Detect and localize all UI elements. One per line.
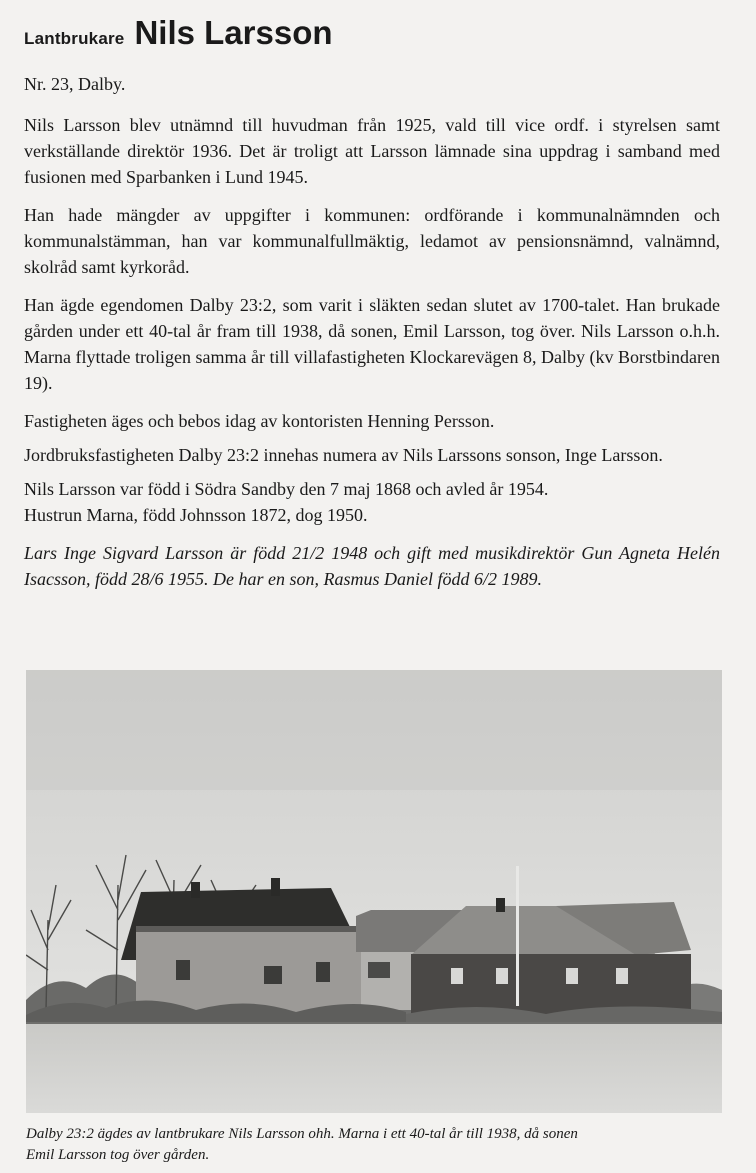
paragraph-2: Han hade mängder av uppgifter i kommunen: ordförande i kommunalnämnden och kommunalstämman, han var kommunalfullmäktig, ledamot av pensionsnämnd, valnämnd, skolråd samt kyrkoråd. <box>24 205 720 277</box>
paragraph-5: Jordbruksfastigheten Dalby 23:2 innehas numera av Nils Larssons sonson, Inge Larsson. <box>24 445 663 465</box>
header-role: Lantbrukare <box>24 29 125 48</box>
photo-caption <box>26 1124 736 1166</box>
address-line: Nr. 23, Dalby. <box>24 74 126 94</box>
paragraph-1: Nils Larsson blev utnämnd till huvudman från 1925, vald till vice ordf. i styrelsen samt verkställande direktör 1936. Det är troligt att Larsson lämnade sina uppdrag i samband med fusionen med Sparbanken i Lund 1945. <box>24 115 720 187</box>
header-name: Nils Larsson <box>134 14 333 51</box>
body-text <box>24 112 720 592</box>
caption-line-2: Emil Larsson tog över gården. <box>26 1147 210 1163</box>
caption-line-1: Dalby 23:2 ägdes av lantbrukare Nils Larsson ohh. Marna i ett 40-tal år till 1938, då sonen <box>26 1126 578 1142</box>
italic-note: Lars Inge Sigvard Larsson är född 21/2 1948 och gift med musikdirektör Gun Agneta Helén Isacsson, född 28/6 1955. De har en son, Rasmus Daniel född 6/2 1989. <box>24 543 720 589</box>
farmhouse-photo <box>26 670 722 1113</box>
paragraph-4: Fastigheten äges och bebos idag av kontoristen Henning Persson. <box>24 411 495 431</box>
birth-line-2: Hustrun Marna, född Johnsson 1872, dog 1950. <box>24 505 368 525</box>
paragraph-3: Han ägde egendomen Dalby 23:2, som varit i släkten sedan slutet av 1700-talet. Han brukade gården under ett 40-tal år fram till 1938, då sonen, Emil Larsson, tog över. Nils Larsson o.h.h. Marna flyttade troligen samma år till villafastigheten Klockarevägen 8, Dalby (kv Borstbindaren 19). <box>24 295 720 393</box>
page-header <box>24 14 333 52</box>
birth-line-1: Nils Larsson var född i Södra Sandby den 7 maj 1868 och avled år 1954. <box>24 479 549 499</box>
